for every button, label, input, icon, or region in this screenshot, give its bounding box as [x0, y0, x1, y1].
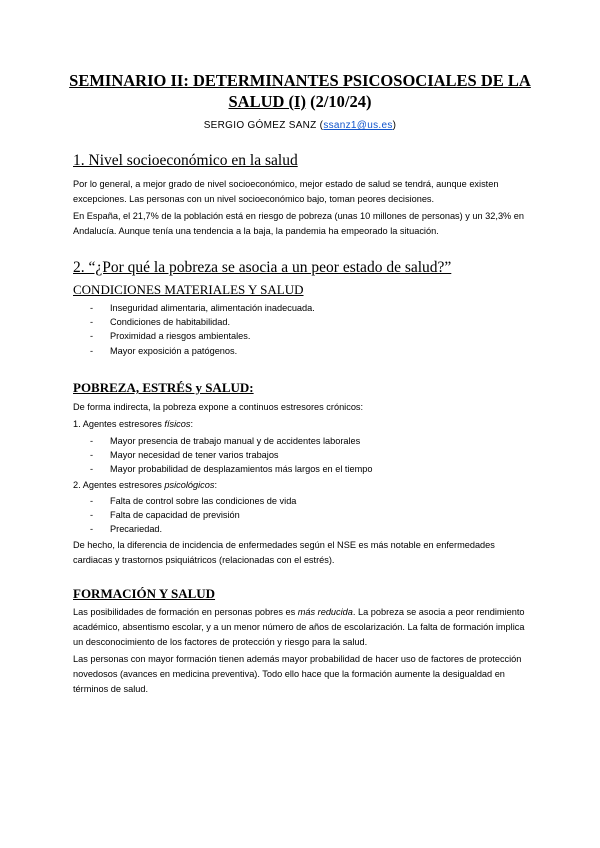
- document-title: [60, 70, 540, 112]
- paragraph-incidencia: De hecho, la diferencia de incidencia de enfermedades según el NSE es más notable en enfermedades cardiacas y trastornos psiquiátricos (relacionadas con el estrés).: [73, 540, 495, 566]
- subsection-pobreza-estres: POBREZA, ESTRÉS y SALUD:: [73, 380, 254, 395]
- list-item: - Mayor presencia de trabajo manual y de accidentes laborales: [90, 434, 373, 448]
- list-item: - Precariedad.: [90, 522, 296, 536]
- section-2-heading: 2. “¿Por qué la pobreza se asocia a un peor estado de salud?”: [73, 259, 452, 276]
- agentes-psicologicos-label: 2. Agentes estresores psicológicos:: [73, 480, 218, 490]
- list-item: - Mayor probabilidad de desplazamientos más largos en el tiempo: [90, 462, 373, 476]
- list-item: - Proximidad a riesgos ambientales.: [90, 329, 315, 343]
- subsection-condiciones-materiales: CONDICIONES MATERIALES Y SALUD: [73, 282, 304, 297]
- list-item: - Falta de capacidad de previsión: [90, 508, 296, 522]
- section-1-paragraph-1: Por lo general, a mejor grado de nivel socioeconómico, mejor estado de salud se tendrá, aunque existen excepciones. Las personas con un nivel socioeconómico bajo, toman peores decisiones.: [73, 179, 499, 205]
- list-item: - Falta de control sobre las condiciones de vida: [90, 494, 296, 508]
- section-1-heading: 1. Nivel socioeconómico en la salud: [73, 152, 298, 169]
- title-line-2-underlined: SALUD (I): [228, 92, 306, 111]
- list-item: - Inseguridad alimentaria, alimentación inadecuada.: [90, 301, 315, 315]
- list-item: - Mayor necesidad de tener varios trabajos: [90, 448, 373, 462]
- paragraph-formacion-1: Las posibilidades de formación en personas pobres es más reducida. La pobreza se asocia a peor rendimiento académico, absentismo escolar, y a un menor número de años de escolarización. La falta de formación implica un desconocimiento de los factores de protección y riesgo para la salud.: [73, 607, 525, 648]
- fisicos-list: [90, 434, 373, 477]
- title-date: (2/10/24): [305, 92, 372, 111]
- agentes-fisicos-label: 1. Agentes estresores físicos:: [73, 419, 194, 429]
- list-item: - Mayor exposición a patógenos.: [90, 344, 315, 358]
- psicologicos-list: [90, 494, 296, 537]
- author-email-link[interactable]: ssanz1@us.es: [323, 120, 393, 131]
- materiales-list: [90, 301, 315, 358]
- subsection-formacion-salud: FORMACIÓN Y SALUD: [73, 586, 216, 601]
- author-line: [60, 120, 540, 131]
- author-name: SERGIO GÓMEZ SANZ (: [203, 120, 324, 131]
- list-item: - Condiciones de habitabilidad.: [90, 315, 315, 329]
- title-line-1: SEMINARIO II: DETERMINANTES PSICOSOCIALES DE LA: [69, 71, 531, 90]
- author-close: ): [392, 120, 397, 131]
- section-1-paragraph-2: En España, el 21,7% de la población está en riesgo de pobreza (unas 10 millones de personas) y un 32,3% en Andalucía. Aunque tenía una tendencia a la baja, la pandemia ha empeorado la situación.: [73, 211, 524, 237]
- paragraph-formacion-2: Las personas con mayor formación tienen además mayor probabilidad de hacer uso de factores de protección novedosos (avances en medicina preventiva). Todo ello hace que la formación aumente la desigualdad en términos de salud.: [73, 654, 522, 695]
- paragraph-estresores-intro: De forma indirecta, la pobreza expone a continuos estresores crónicos:: [73, 402, 364, 412]
